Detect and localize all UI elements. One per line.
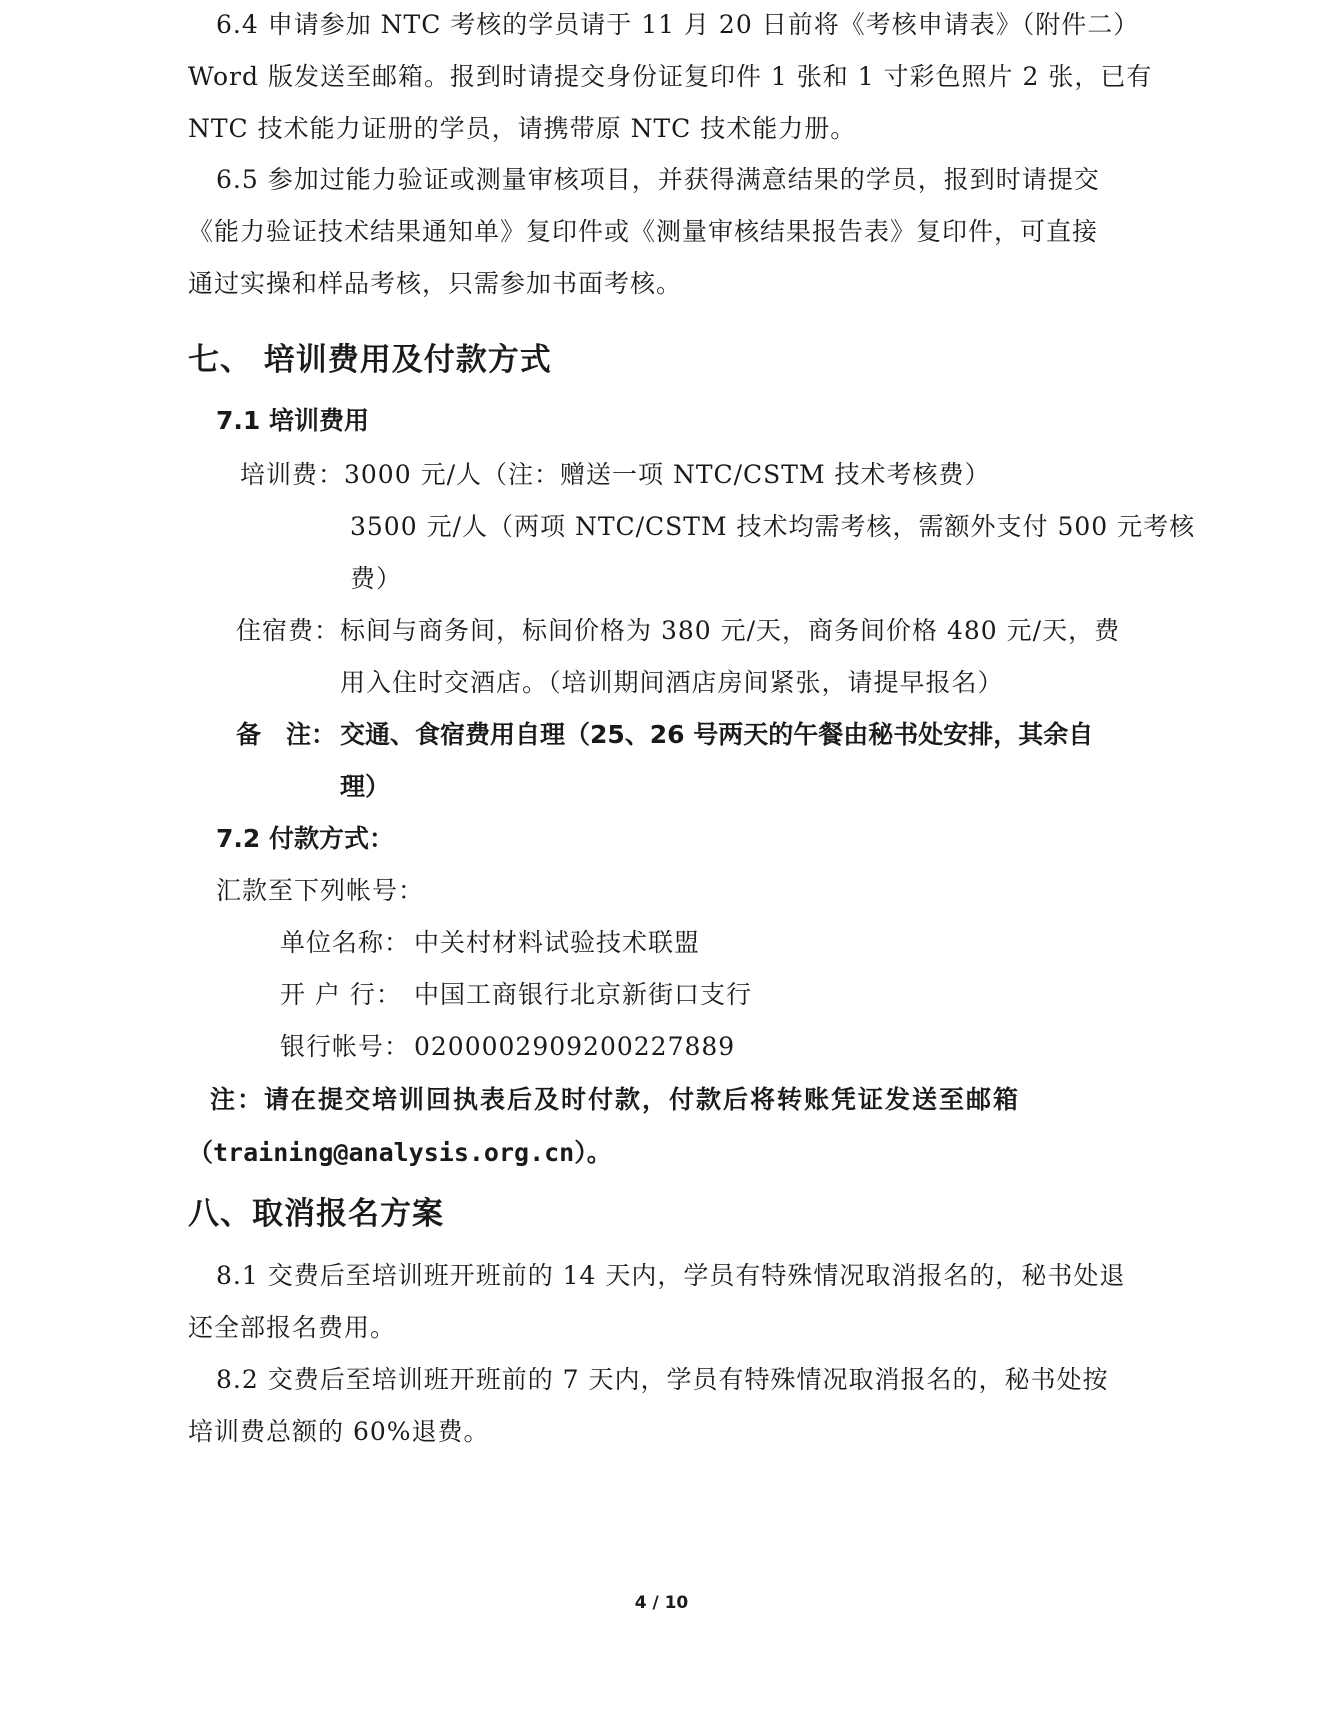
para-6-4-line-3: NTC 技术能力证册的学员，请携带原 NTC 技术能力册。 (188, 114, 857, 143)
para-6-5-line-2: 《能力验证技术结果通知单》复印件或《测量审核结果报告表》复印件，可直接 (188, 217, 1099, 246)
para-6-5-line-3: 通过实操和样品考核，只需参加书面考核。 (188, 269, 683, 298)
para-8-2-line-1: 8.2 交费后至培训班开班前的 7 天内，学员有特殊情况取消报名的，秘书处按 (216, 1365, 1109, 1394)
account-bank-value: 中国工商银行北京新街口支行 (414, 980, 753, 1009)
para-6-4-line-2: Word 版发送至邮箱。报到时请提交身份证复印件 1 张和 1 寸彩色照片 2 张，已有 (188, 62, 1153, 91)
lodging-fee-line-2: 用入住时交酒店。（培训期间酒店房间紧张，请提早报名） (340, 668, 1004, 697)
account-unit-label: 单位名称： (280, 928, 411, 957)
subsection-7-1-heading: 7.1 培训费用 (216, 406, 369, 435)
training-fee-option-2-line-1: 3500 元/人（两项 NTC/CSTM 技术均需考核，需额外支付 500 元考核 (350, 512, 1196, 541)
para-8-1-line-2: 还全部报名费用。 (188, 1313, 397, 1342)
remark-line-1: 交通、食宿费用自理（25、26 号两天的午餐由秘书处安排，其余自 (340, 720, 1094, 749)
remark-line-2: 理） (340, 772, 391, 801)
lodging-fee-label: 住宿费： (236, 616, 341, 645)
account-unit-value: 中关村材料试验技术联盟 (414, 928, 701, 957)
account-number-value: 0200002909200227889 (414, 1032, 736, 1061)
section-7-heading: 七、 培训费用及付款方式 (188, 342, 552, 378)
para-6-5-line-1: 6.5 参加过能力验证或测量审核项目，并获得满意结果的学员，报到时请提交 (216, 165, 1100, 194)
account-bank-label: 开 户 行： (280, 980, 402, 1009)
lodging-fee-line-1: 标间与商务间，标间价格为 380 元/天，商务间价格 480 元/天，费 (340, 616, 1121, 645)
training-fee-label: 培训费： (240, 460, 345, 489)
para-8-1-line-1: 8.1 交费后至培训班开班前的 14 天内，学员有特殊情况取消报名的，秘书处退 (216, 1261, 1126, 1290)
training-fee-option-1: 3000 元/人（注：赠送一项 NTC/CSTM 技术考核费） (344, 460, 991, 489)
payment-note-line-2: （training@analysis.org.cn）。 (188, 1138, 612, 1167)
para-8-2-line-2: 培训费总额的 60%退费。 (188, 1417, 490, 1446)
remark-label: 备 注： (236, 720, 337, 749)
page-number: 4 / 10 (634, 1593, 689, 1613)
section-8-heading: 八、取消报名方案 (188, 1196, 444, 1232)
account-number-label: 银行帐号： (280, 1032, 411, 1061)
remit-intro: 汇款至下列帐号： (216, 876, 425, 905)
payment-note-line-1: 注：请在提交培训回执表后及时付款，付款后将转账凭证发送至邮箱 (210, 1085, 1021, 1114)
training-fee-option-2-line-2: 费） (350, 564, 403, 593)
para-6-4-line-1: 6.4 申请参加 NTC 考核的学员请于 11 月 20 日前将《考核申请表》（附件二） (216, 10, 1140, 39)
subsection-7-2-heading: 7.2 付款方式： (216, 824, 394, 853)
